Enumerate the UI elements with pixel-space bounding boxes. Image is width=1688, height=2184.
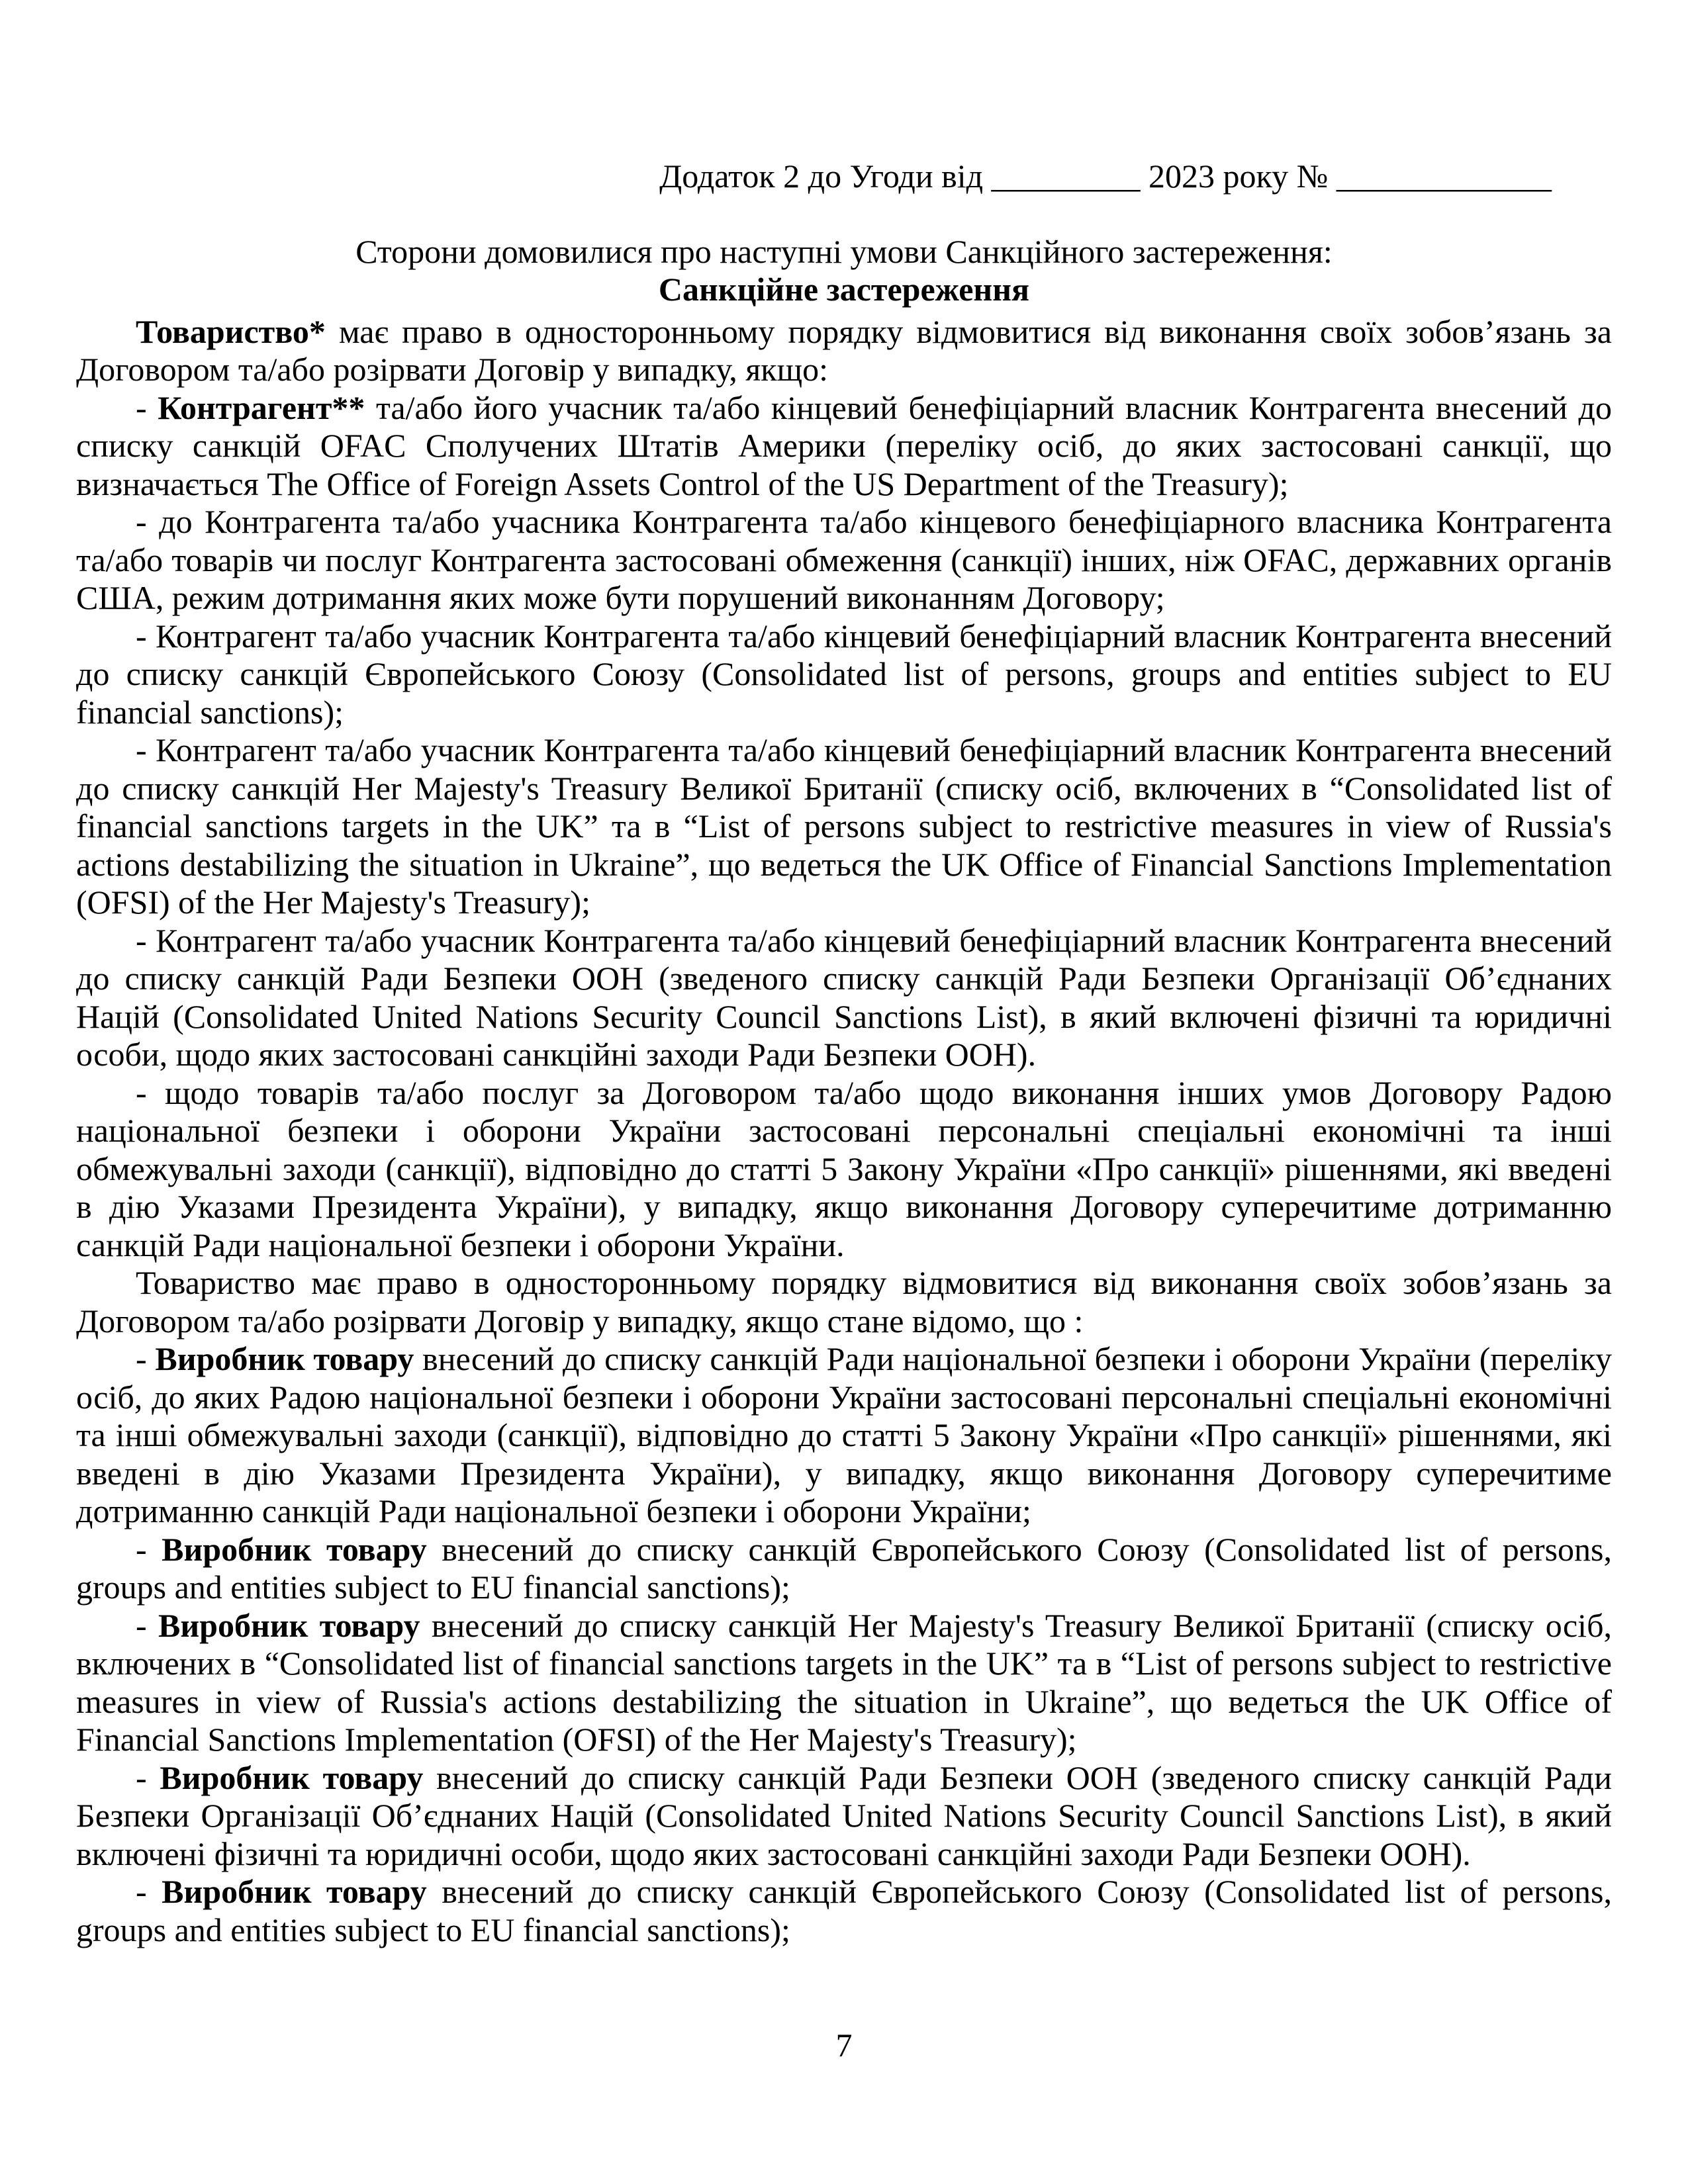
text-run: - щодо товарів та/або послуг за Договором та/або щодо виконання інших умов Договору Радою національної безпеки і оборони України застосовані персональні спеціальні економічні та інші обмежувальні заходи (санкції), відповідно до статті 5 Закону України «Про санкції» рішеннями, які введені в дію Указами Президента України), у випадку, якщо виконання Договору суперечитиме дотриманню санкцій Ради національної безпеки і оборони України. [76, 1073, 1612, 1263]
text-run: - Контрагент та/або учасник Контрагента та/або кінцевий бенефіціарний власник Контрагента внесений до списку санкцій Європейського Союзу (Consolidated list of persons, groups and entities subject to EU financial sanctions); [76, 617, 1612, 731]
text-run: - [136, 1873, 162, 1910]
paragraph [76, 1607, 1612, 1759]
text-run-bold: Виробник товару [158, 1606, 420, 1644]
appendix-header-line: Додаток 2 до Угоди від _________ 2023 року № _____________ [659, 158, 1552, 195]
document-title: Санкційне застереження [658, 271, 1030, 308]
text-run-bold: Виробник товару [162, 1873, 427, 1910]
text-run-bold: Контрагент** [158, 388, 365, 426]
paragraph [76, 1340, 1612, 1531]
page-number: 7 [835, 2026, 853, 2064]
paragraph [76, 313, 1612, 389]
paragraph [76, 1873, 1612, 1949]
text-run: має право в односторонньому порядку відмовитися від виконання своїх зобов’язань за Договором та/або розірвати Договір у випадку, якщо: [76, 312, 1612, 388]
paragraph [76, 922, 1612, 1074]
text-run-bold: Виробник товару [162, 1530, 427, 1568]
paragraph [76, 1074, 1612, 1265]
text-run: - Контрагент та/або учасник Контрагента та/або кінцевий бенефіціарний власник Контрагента внесений до списку санкцій Ради Безпеки ООН (зведеного списку санкцій Ради Безпеки Організації Об’єднаних Націй (Consolidated United Nations Security Council Sanctions List), в який включені фізичні та юридичні особи, щодо яких застосовані санкційні заходи Ради Безпеки ООН). [76, 921, 1612, 1073]
paragraph [76, 389, 1612, 504]
text-run: внесений до списку санкцій Ради національної безпеки і оборони України (переліку осіб, до яких Радою національної безпеки і оборони України застосовані персональні спеціальні економічні та інші обмежувальні заходи (санкції), відповідно до статті 5 Закону України «Про санкції» рішеннями, які введені в дію Указами Президента України), у випадку, якщо виконання Договору суперечитиме дотриманню санкцій Ради національної безпеки і оборони України; [76, 1340, 1612, 1529]
text-run: внесений до списку санкцій Ради Безпеки ООН (зведеного списку санкцій Ради Безпеки Організації Об’єднаних Націй (Consolidated United Nations Security Council Sanctions List), в який включені фізичні та юридичні особи, щодо яких застосовані санкційні заходи Ради Безпеки ООН). [76, 1758, 1613, 1872]
paragraph [76, 1531, 1612, 1607]
paragraph [76, 1264, 1612, 1340]
document-content [76, 158, 1612, 1949]
paragraph [76, 731, 1612, 922]
intro-line: Сторони домовилися про наступні умови Санкційного застереження: [355, 232, 1333, 270]
text-run: внесений до списку санкцій Європейського Союзу (Consolidated list of persons, groups and entities subject to EU financial sanctions); [76, 1530, 1613, 1606]
text-run: - [136, 1758, 160, 1796]
text-run: - [136, 1530, 162, 1568]
paragraph [76, 1759, 1612, 1874]
paragraph [76, 503, 1612, 617]
text-run: внесений до списку санкцій Her Majesty's Treasury Великої Британії (списку осіб, включених в “Consolidated list of financial sanctions targets in the UK” та в “List of persons subject to restrictive measures in view of Russia's actions destabilizing the situation in Ukraine”, що ведеться the UK Office of Financial Sanctions Implementation (OFSI) of the Her Majesty's Treasury); [76, 1606, 1613, 1758]
text-run: - Контрагент та/або учасник Контрагента та/або кінцевий бенефіціарний власник Контрагента внесений до списку санкцій Her Majesty's Treasury Великої Британії (списку осіб, включених в “Consolidated list of financial sanctions targets in the UK” та в “List of persons subject to restrictive measures in view of Russia's actions destabilizing the situation in Ukraine”, що ведеться the UK Office of Financial Sanctions Implementation (OFSI) of the Her Majesty's Treasury); [76, 731, 1612, 921]
text-run: - до Контрагента та/або учасника Контрагента та/або кінцевого бенефіціарного власника Контрагента та/або товарів чи послуг Контрагента застосовані обмеження (санкції) інших, ніж OFAC, державних органів США, режим дотримання яких може бути порушений виконанням Договору; [76, 503, 1612, 616]
text-run-bold: Виробник товару [155, 1340, 414, 1377]
text-run-bold: Товариство* [136, 312, 326, 350]
text-run: та/або його учасник та/або кінцевий бенефіціарний власник Контрагента внесений до списку санкцій OFAC Сполучених Штатів Америки (переліку осіб, до яких застосовані санкції, що визначається The Office of Foreign Assets Control of the US Department of the Treasury); [76, 388, 1612, 502]
paragraph [76, 617, 1612, 732]
text-run: Товариство має право в односторонньому порядку відмовитися від виконання своїх зобов’язань за Договором та/або розірвати Договір у випадку, якщо стане відомо, що : [76, 1264, 1612, 1340]
text-run: - [136, 388, 158, 426]
paragraphs-container [76, 313, 1612, 1950]
text-run: - [136, 1340, 156, 1377]
text-run: внесений до списку санкцій Європейського Союзу (Consolidated list of persons, groups and entities subject to EU financial sanctions); [76, 1873, 1613, 1948]
text-run-bold: Виробник товару [160, 1758, 424, 1796]
text-run: - [136, 1606, 158, 1644]
